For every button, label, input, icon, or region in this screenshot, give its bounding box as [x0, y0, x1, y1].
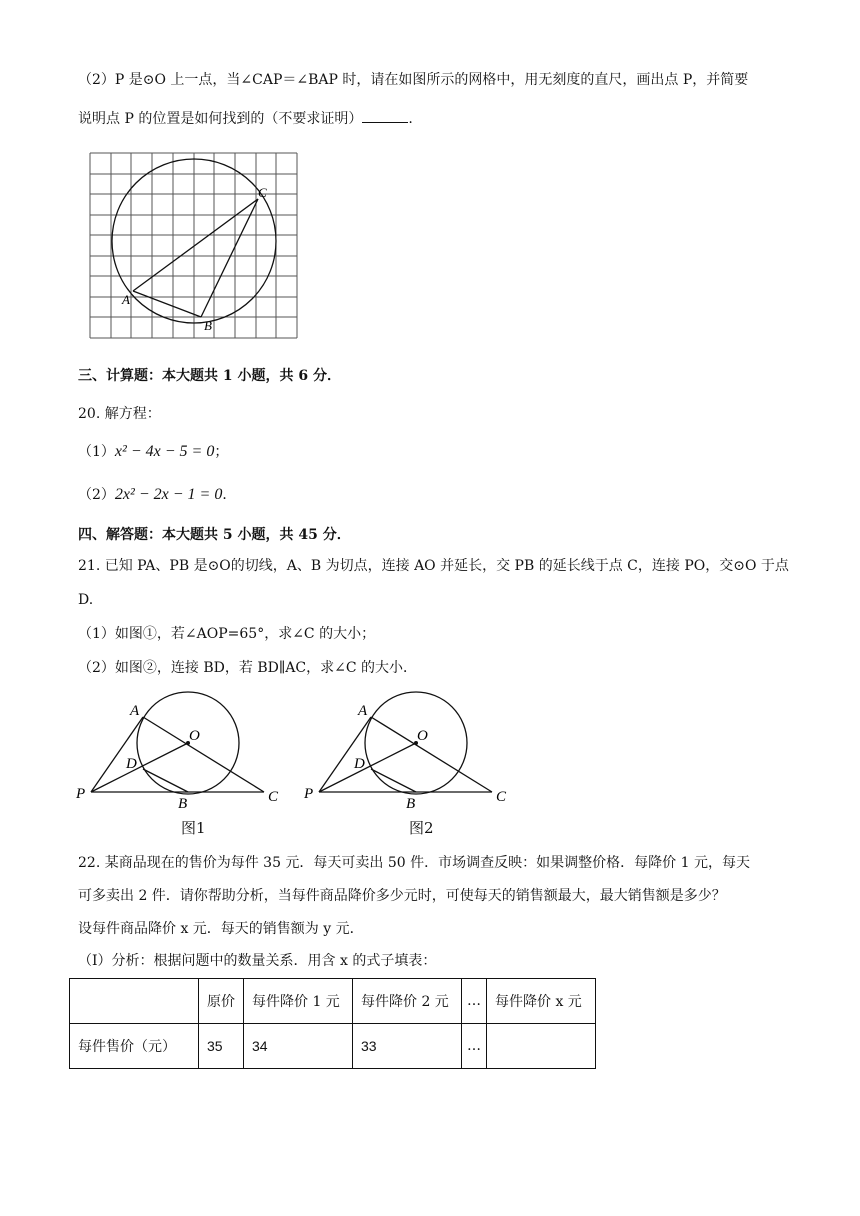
section3-heading: 三、计算题：本大题共 1 小题，共 6 分． — [78, 368, 341, 384]
fig1-label-p: P — [76, 786, 86, 802]
fig1-label-b: B — [178, 796, 188, 812]
q20-1-end: ； — [214, 444, 229, 460]
fig2-label-o: O — [417, 728, 428, 744]
table-cell: … — [462, 1024, 487, 1069]
label-b: B — [204, 318, 212, 333]
table-header-cell: 原价 — [199, 979, 244, 1024]
fig2-label-a: A — [358, 703, 368, 719]
section4-heading: 四、解答题：本大题共 5 小题，共 45 分． — [78, 527, 351, 543]
table-row — [70, 1024, 596, 1069]
q20-1-equation: x² − 4x − 5 = 0 — [114, 443, 215, 460]
table-cell: 34 — [244, 1024, 353, 1069]
fig1-label-d: D — [126, 756, 137, 772]
q22-line2: 可多卖出 2 件．请你帮助分析，当每件商品降价多少元时，可使每天的销售额最大，最大销售额是多少？ — [78, 888, 726, 904]
table-header-cell: 每件降价 1 元 — [244, 979, 353, 1024]
q20-2-prefix: （2） — [78, 487, 115, 503]
table-header-cell: … — [462, 979, 487, 1024]
q19-2-line1: （2）P 是⊙O 上一点，当∠CAP＝∠BAP 时，请在如图所示的网格中，用无刻度的直尺，画出点 P，并简要 — [78, 72, 749, 88]
q19-2-line2-end: . — [408, 111, 413, 127]
fig1-label-c: C — [268, 789, 279, 805]
q21-part2: （2）如图②，连接 BD，若 BD∥AC，求∠C 的大小． — [78, 660, 418, 676]
table-header-row — [70, 979, 596, 1024]
q19-2-line2-text: 说明点 P 的位置是如何找到的（不要求证明） — [78, 111, 363, 127]
fig1-label-o: O — [189, 728, 200, 744]
table-header-cell: 每件降价 2 元 — [353, 979, 462, 1024]
figure-1 — [75, 692, 279, 812]
fig1-caption: 图1 — [181, 819, 206, 837]
fig2-label-c: C — [496, 789, 507, 805]
q21-line2: D. — [78, 592, 94, 608]
table-cell: 33 — [353, 1024, 462, 1069]
q20-2-end: ． — [222, 487, 237, 503]
q22-line1: 22. 某商品现在的售价为每件 35 元．每天可卖出 50 件．市场调查反映：如果调整价格．每降价 1 元，每天 — [78, 855, 750, 871]
fill-table — [69, 978, 596, 1069]
table-cell: 35 — [199, 1024, 244, 1069]
fig2-label-b: B — [406, 796, 416, 812]
fig2-label-p: P — [304, 786, 314, 802]
q21-part1: （1）如图①，若∠AOP=65°，求∠C 的大小； — [78, 626, 376, 642]
q20-1-prefix: （1） — [78, 444, 115, 460]
fig2-label-d: D — [354, 756, 365, 772]
table-header-cell: 每件降价 x 元 — [487, 979, 596, 1024]
q22-line3: 设每件商品降价 x 元．每天的销售额为 y 元． — [78, 921, 364, 937]
q20-2-equation: 2x² − 2x − 1 = 0 — [114, 486, 223, 503]
table-header-cell — [70, 979, 199, 1024]
q21-line1: 21. 已知 PA、PB 是⊙O的切线，A、B 为切点，连接 AO 并延长，交 PB 的延长线于点 C，连接 PO，交⊙O 于点 — [78, 558, 789, 574]
table-cell: 每件售价（元） — [70, 1024, 199, 1069]
figure-2 — [303, 692, 507, 812]
fig1-label-a: A — [130, 703, 140, 719]
q22-part1: （Ⅰ）分析：根据问题中的数量关系．用含 x 的式子填表： — [78, 953, 437, 969]
label-c: C — [258, 185, 267, 200]
table-answer-cell[interactable] — [487, 1024, 596, 1069]
q20-title: 20. 解方程： — [78, 406, 161, 422]
label-a: A — [122, 292, 130, 307]
fig2-caption: 图2 — [409, 819, 434, 837]
